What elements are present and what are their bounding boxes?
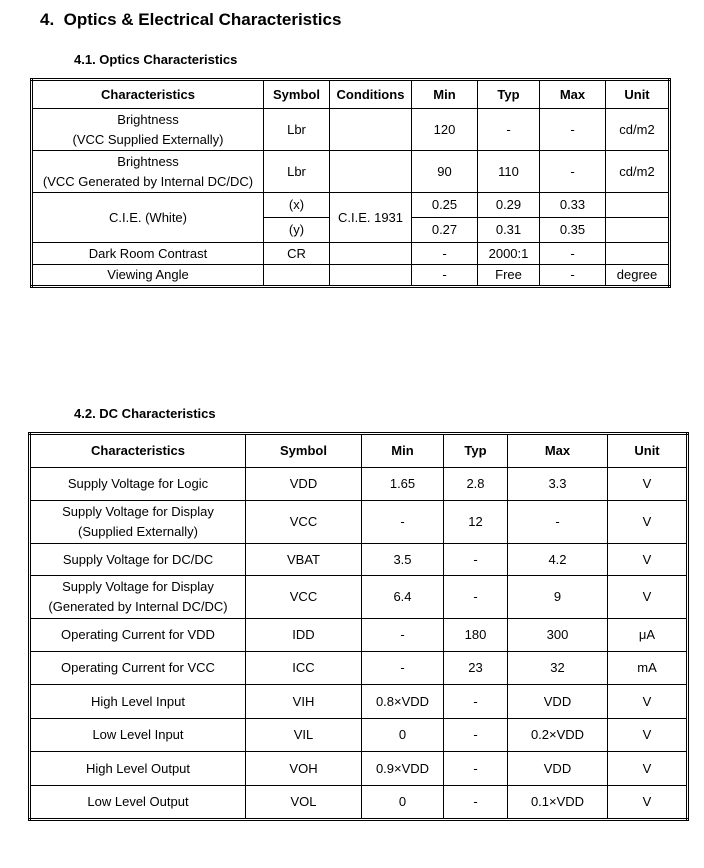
characteristic-line1: Low Level Input	[92, 727, 184, 742]
typ-cell: 0.31	[478, 218, 540, 243]
typ-cell: 2000:1	[478, 243, 540, 265]
optics-col-symbol: Symbol	[264, 80, 330, 109]
dc-col-unit: Unit	[608, 434, 688, 468]
conditions-cell	[330, 265, 412, 287]
characteristic-line1: Supply Voltage for DC/DC	[62, 551, 214, 567]
table-row	[30, 576, 688, 619]
max-cell: VDD	[508, 752, 608, 786]
symbol-cell: (y)	[264, 218, 330, 243]
max-cell: -	[508, 501, 608, 544]
max-cell: 0.35	[540, 218, 606, 243]
typ-cell: Free	[478, 265, 540, 287]
min-cell: 120	[412, 109, 478, 151]
characteristic-line1: High Level Input	[91, 693, 185, 709]
characteristic-cell	[30, 468, 246, 501]
max-cell: 300	[508, 619, 608, 652]
characteristic-cell	[30, 652, 246, 685]
symbol-cell: (x)	[264, 193, 330, 218]
max-cell: -	[540, 243, 606, 265]
dc-col-characteristics: Characteristics	[30, 434, 246, 468]
symbol-cell: CR	[264, 243, 330, 265]
unit-cell	[606, 193, 670, 218]
dc-col-min: Min	[362, 434, 444, 468]
dc-col-symbol: Symbol	[246, 434, 362, 468]
table-row	[30, 719, 688, 752]
characteristic-line1: High Level Output	[85, 760, 191, 776]
max-cell: VDD	[508, 685, 608, 719]
typ-cell: 110	[478, 151, 540, 193]
characteristic-line1: Supply Voltage for Logic	[67, 476, 209, 491]
optics-col-typ: Typ	[478, 80, 540, 109]
min-cell: -	[412, 243, 478, 265]
min-cell: -	[412, 265, 478, 287]
characteristic-line1: Operating Current for VDD	[61, 627, 215, 642]
typ-cell: -	[444, 685, 508, 719]
table-row	[30, 468, 688, 501]
symbol-cell: VOL	[246, 786, 362, 820]
table-row	[30, 501, 688, 544]
optics-col-unit: Unit	[606, 80, 670, 109]
typ-cell: 0.29	[478, 193, 540, 218]
optics-table	[30, 78, 671, 288]
min-cell: -	[362, 501, 444, 544]
symbol-cell: VDD	[246, 468, 362, 501]
characteristic-cell	[30, 752, 246, 786]
characteristic-line1: Supply Voltage for Display	[62, 579, 214, 594]
typ-cell: -	[444, 752, 508, 786]
unit-cell	[606, 218, 670, 243]
unit-cell: V	[608, 468, 688, 501]
table-row	[32, 243, 670, 265]
min-cell: 1.65	[362, 468, 444, 501]
table-row	[30, 544, 688, 576]
table-row	[32, 193, 670, 218]
typ-cell: 2.8	[444, 468, 508, 501]
characteristic-cell	[30, 719, 246, 752]
typ-cell: 12	[444, 501, 508, 544]
min-cell: 0.25	[412, 193, 478, 218]
characteristic-line2: (VCC Generated by Internal DC/DC)	[42, 173, 254, 189]
table-row	[32, 265, 670, 287]
characteristic-line2: (Generated by Internal DC/DC)	[48, 599, 228, 614]
min-cell: 0.9×VDD	[362, 752, 444, 786]
unit-cell: cd/m2	[606, 151, 670, 193]
optics-header-row	[32, 80, 670, 109]
symbol-cell: VCC	[246, 576, 362, 619]
characteristic-line1: Brightness	[117, 153, 179, 169]
unit-cell: cd/m2	[606, 109, 670, 151]
dc-heading: 4.2. DC Characteristics	[74, 406, 216, 421]
characteristic-cell	[30, 576, 246, 619]
typ-cell: 23	[444, 652, 508, 685]
optics-heading: 4.1. Optics Characteristics	[74, 52, 238, 67]
table-row	[32, 151, 670, 193]
table-row	[32, 109, 670, 151]
characteristic-cell: Viewing Angle	[32, 265, 264, 287]
symbol-cell: VOH	[246, 752, 362, 786]
unit-cell: V	[608, 544, 688, 576]
characteristic-cell	[32, 151, 264, 193]
min-cell: -	[362, 652, 444, 685]
min-cell: 90	[412, 151, 478, 193]
characteristic-cell: Dark Room Contrast	[32, 243, 264, 265]
characteristic-line1: Brightness	[117, 111, 179, 127]
conditions-cell: C.I.E. 1931	[330, 193, 412, 243]
symbol-cell: ICC	[246, 652, 362, 685]
typ-cell: -	[478, 109, 540, 151]
max-cell: 0.2×VDD	[508, 719, 608, 752]
optics-col-max: Max	[540, 80, 606, 109]
conditions-cell	[330, 109, 412, 151]
characteristic-line1: Supply Voltage for Display	[62, 504, 214, 519]
unit-cell: V	[608, 501, 688, 544]
unit-cell: μA	[608, 619, 688, 652]
unit-cell: V	[608, 576, 688, 619]
min-cell: 0	[362, 719, 444, 752]
table-row	[30, 685, 688, 719]
min-cell: 0.8×VDD	[362, 685, 444, 719]
max-cell: -	[540, 109, 606, 151]
table-row	[30, 619, 688, 652]
dc-header-row	[30, 434, 688, 468]
min-cell: -	[362, 619, 444, 652]
section-number: 4.	[40, 10, 55, 29]
min-cell: 0	[362, 786, 444, 820]
max-cell: -	[540, 265, 606, 287]
min-cell: 6.4	[362, 576, 444, 619]
dc-table-body	[30, 468, 688, 820]
symbol-cell: VIL	[246, 719, 362, 752]
characteristic-cell	[30, 786, 246, 820]
min-cell: 3.5	[362, 544, 444, 576]
typ-cell: -	[444, 719, 508, 752]
characteristic-cell	[30, 544, 246, 576]
typ-cell: -	[444, 544, 508, 576]
max-cell: 0.33	[540, 193, 606, 218]
characteristic-line2: (VCC Supplied Externally)	[72, 131, 224, 147]
characteristic-line1: Low Level Output	[87, 794, 189, 809]
max-cell: 3.3	[508, 468, 608, 501]
symbol-cell	[264, 265, 330, 287]
optics-col-min: Min	[412, 80, 478, 109]
dc-table	[28, 432, 689, 821]
typ-cell: -	[444, 576, 508, 619]
characteristic-cell	[30, 501, 246, 544]
symbol-cell: Lbr	[264, 109, 330, 151]
symbol-cell: VIH	[246, 685, 362, 719]
conditions-cell	[330, 151, 412, 193]
characteristic-cell	[30, 685, 246, 719]
characteristic-cell	[30, 619, 246, 652]
symbol-cell: Lbr	[264, 151, 330, 193]
max-cell: 9	[508, 576, 608, 619]
conditions-cell	[330, 243, 412, 265]
typ-cell: 180	[444, 619, 508, 652]
unit-cell	[606, 243, 670, 265]
typ-cell: -	[444, 786, 508, 820]
section-title: Optics & Electrical Characteristics	[63, 10, 342, 29]
unit-cell: mA	[608, 652, 688, 685]
unit-cell: degree	[606, 265, 670, 287]
unit-cell: V	[608, 719, 688, 752]
symbol-cell: IDD	[246, 619, 362, 652]
table-row	[30, 752, 688, 786]
characteristic-cell: C.I.E. (White)	[32, 193, 264, 243]
optics-col-conditions: Conditions	[330, 80, 412, 109]
unit-cell: V	[608, 685, 688, 719]
symbol-cell: VCC	[246, 501, 362, 544]
characteristic-line1: Operating Current for VCC	[61, 660, 215, 675]
max-cell: -	[540, 151, 606, 193]
table-row	[30, 786, 688, 820]
characteristic-cell	[32, 109, 264, 151]
max-cell: 4.2	[508, 544, 608, 576]
min-cell: 0.27	[412, 218, 478, 243]
section-heading	[40, 10, 341, 30]
unit-cell: V	[608, 752, 688, 786]
symbol-cell: VBAT	[246, 544, 362, 576]
dc-col-typ: Typ	[444, 434, 508, 468]
unit-cell: V	[608, 786, 688, 820]
dc-col-max: Max	[508, 434, 608, 468]
characteristic-line2: (Supplied Externally)	[78, 524, 198, 539]
max-cell: 32	[508, 652, 608, 685]
optics-col-characteristics: Characteristics	[32, 80, 264, 109]
max-cell: 0.1×VDD	[508, 786, 608, 820]
table-row	[30, 652, 688, 685]
